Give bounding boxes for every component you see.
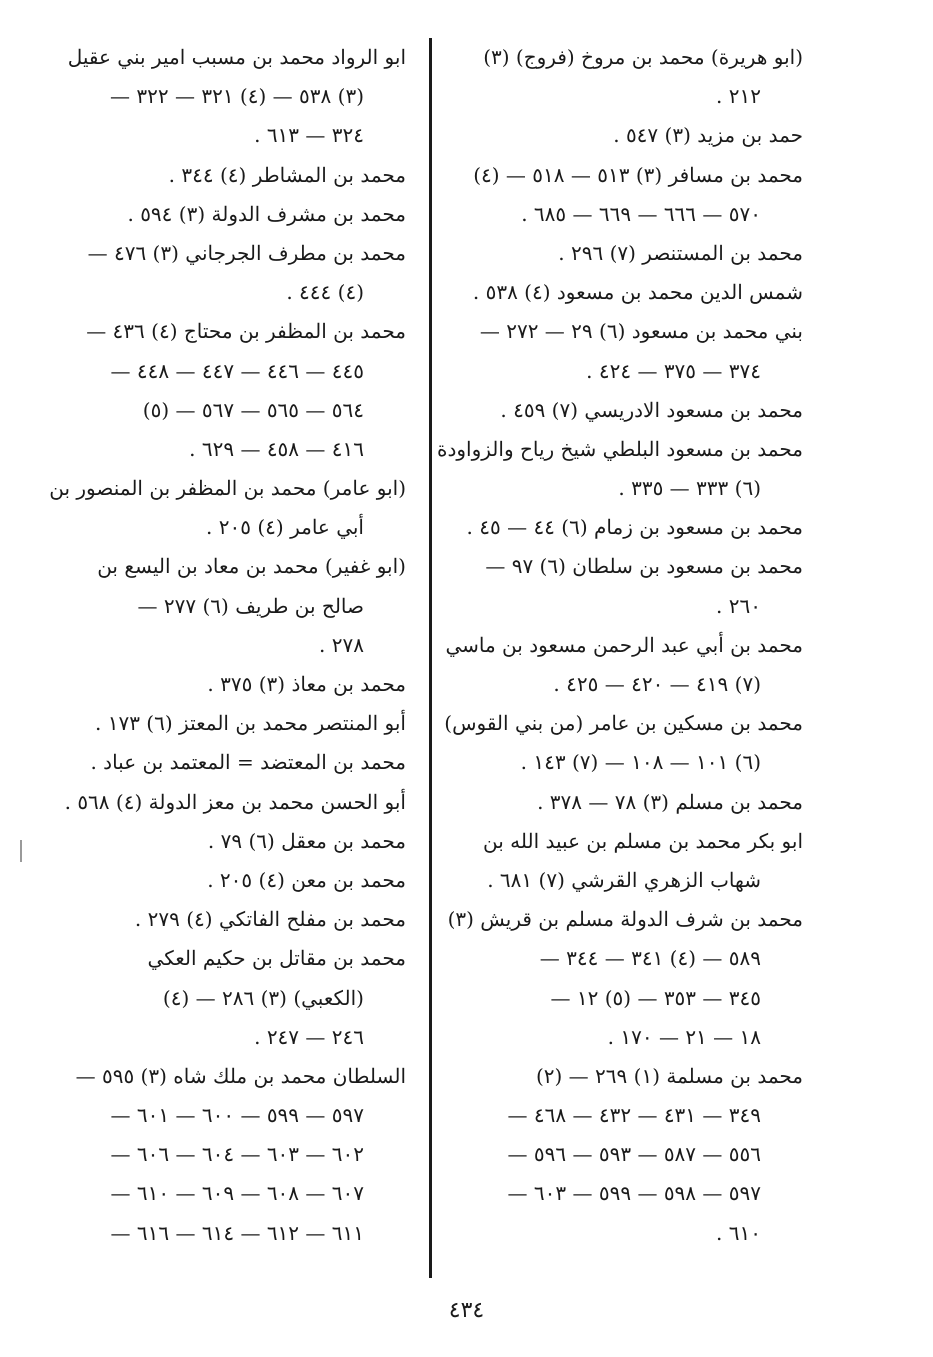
index-entry xyxy=(458,156,803,234)
index-entry xyxy=(56,939,406,1057)
entry-line: محمد بن المظفر بن محتاج (٤) ٤٣٦ — xyxy=(86,319,406,344)
entry-continuation-line: (الكعبي) (٣) ٢٨٦ — (٤) xyxy=(162,985,364,1010)
entry-continuation-line: (٣) ٥٣٨ — (٤) ٣٢١ — ٣٢٢ — xyxy=(110,84,364,109)
entry-line: أبو المنتصر محمد بن المعتز (٦) ١٧٣ . xyxy=(95,711,406,736)
entry-line: محمد بن مسلمة (١) ٢٦٩ — (٢) xyxy=(535,1063,803,1088)
right-column xyxy=(437,38,803,1278)
index-entry xyxy=(458,822,803,900)
entry-continuation-line: ٦٠٢ — ٦٠٣ — ٦٠٤ — ٦٠٦ — xyxy=(110,1142,364,1167)
entry-line: محمد بن مسعود بن سلطان (٦) ٩٧ — xyxy=(485,554,803,579)
index-entry xyxy=(56,156,406,195)
index-entry xyxy=(458,508,803,547)
entry-continuation-line: ٢٧٨ . xyxy=(319,632,364,657)
entry-continuation-line: ٦١١ — ٦١٢ — ٦١٤ — ٦١٦ — xyxy=(110,1220,364,1245)
index-entry xyxy=(458,391,803,430)
index-entry xyxy=(56,743,406,782)
entry-line: محمد بن مشرف الدولة (٣) ٥٩٤ . xyxy=(127,201,406,226)
entry-line: محمد بن معاذ (٣) ٣٧٥ . xyxy=(207,672,406,696)
entry-line: (ابو عامر) محمد بن المظفر بن المنصور بن xyxy=(49,476,406,501)
entry-line: بني محمد بن مسعود (٦) ٢٩ — ٢٧٢ — xyxy=(479,319,803,344)
entry-continuation-line: ٥٥٦ — ٥٨٧ — ٥٩٣ — ٥٩٦ — xyxy=(507,1142,761,1167)
entry-continuation-line: ٥٧٠ — ٦٦٦ — ٦٦٩ — ٦٨٥ . xyxy=(521,201,761,226)
left-column xyxy=(49,38,406,1278)
entry-line: محمد بن المستنصر (٧) ٢٩٦ . xyxy=(558,240,803,265)
index-entry xyxy=(444,704,803,782)
index-entry xyxy=(56,665,406,704)
index-entry xyxy=(458,38,803,116)
index-entry xyxy=(56,195,406,234)
entry-line: محمد بن مسعود بن زمام (٦) ٤٤ — ٤٥ . xyxy=(466,515,803,540)
entry-continuation-line: ٥٨٩ — (٤) ٣٤١ — ٣٤٤ — xyxy=(539,946,761,971)
entry-line: (ابو غفير) محمد بن معاد بن اليسع بن xyxy=(97,554,406,579)
margin-mark xyxy=(20,840,22,862)
entry-continuation-line: ٦٠٧ — ٦٠٨ — ٦٠٩ — ٦١٠ — xyxy=(110,1181,364,1206)
index-entry xyxy=(458,312,803,390)
index-entry xyxy=(458,234,803,273)
entry-continuation-line: ٣٤٥ — ٣٥٣ — (٥) ١٢ — xyxy=(550,985,761,1010)
entry-line: محمد بن مسكين بن عامر (من بني القوس) xyxy=(444,711,803,736)
entry-continuation-line: (٤) ٤٤٤ . xyxy=(286,280,364,305)
entry-line: محمد بن مسافر (٣) ٥١٣ — ٥١٨ — (٤) xyxy=(473,162,803,187)
entry-continuation-line: أبي عامر (٤) ٢٠٥ . xyxy=(206,515,364,540)
entry-line: محمد بن معقل (٦) ٧٩ . xyxy=(207,828,406,853)
entry-continuation-line: ٣٤٩ — ٤٣١ — ٤٣٢ — ٤٦٨ — xyxy=(507,1103,761,1128)
entry-line: محمد بن مسعود البلطي شيخ رياح والزواودة xyxy=(437,436,803,461)
entry-line: (ابو هريرة) محمد بن مروخ (فروج) (٣) xyxy=(483,45,803,69)
entry-line: محمد بن المشاطر (٤) ٣٤٤ . xyxy=(168,162,406,187)
page-number: ٤٣٤ xyxy=(448,1298,485,1323)
index-entry xyxy=(56,861,406,900)
index-entry xyxy=(56,822,406,861)
entry-continuation-line: ٤١٦ — ٤٥٨ — ٦٢٩ . xyxy=(189,436,364,461)
entry-continuation-line: ٢١٢ . xyxy=(716,84,761,109)
index-entry xyxy=(458,273,803,312)
entry-continuation-line: ٢٦٠ . xyxy=(716,593,761,618)
entry-continuation-line: ٢٤٦ — ٢٤٧ . xyxy=(254,1024,364,1049)
index-entry xyxy=(458,783,803,822)
entry-line: محمد بن المعتضد = المعتمد بن عباد . xyxy=(90,750,406,775)
entry-continuation-line: (٦) ١٠١ — ١٠٨ — (٧) ١٤٣ . xyxy=(520,750,761,775)
entry-line: حمد بن مزيد (٣) ٥٤٧ . xyxy=(613,123,803,148)
index-entry xyxy=(437,430,803,508)
entry-continuation-line: ٣٢٤ — ٦١٣ . xyxy=(254,123,364,148)
entry-line: محمد بن شرف الدولة مسلم بن قريش (٣) xyxy=(447,907,803,932)
index-entry xyxy=(458,547,803,625)
entry-continuation-line: صالح بن طريف (٦) ٢٧٧ — xyxy=(137,593,364,618)
entry-line: محمد بن معن (٤) ٢٠٥ . xyxy=(207,867,406,892)
entry-line: أبو الحسن محمد بن معز الدولة (٤) ٥٦٨ . xyxy=(64,789,406,814)
index-entry xyxy=(56,704,406,743)
entry-continuation-line: ٥٩٧ — ٥٩٨ — ٥٩٩ — ٦٠٣ — xyxy=(507,1181,761,1206)
entry-continuation-line: ٦١٠ . xyxy=(716,1220,761,1245)
index-entry xyxy=(56,547,406,665)
index-entry xyxy=(56,312,406,469)
entry-continuation-line: (٧) ٤١٩ — ٤٢٠ — ٤٢٥ . xyxy=(553,672,761,696)
entry-line: السلطان محمد بن ملك شاه (٣) ٥٩٥ — xyxy=(75,1063,406,1088)
index-entry xyxy=(445,626,803,704)
entry-continuation-line: ١٨ — ٢١ — ١٧٠ . xyxy=(607,1024,761,1049)
index-entry xyxy=(458,116,803,155)
entry-continuation-line: ٣٧٤ — ٣٧٥ — ٤٢٤ . xyxy=(586,358,761,383)
entry-line: محمد بن مقاتل بن حكيم العكي xyxy=(147,946,406,971)
index-entry xyxy=(56,234,406,312)
entry-line: شمس الدين محمد بن مسعود (٤) ٥٣٨ . xyxy=(472,280,803,305)
entry-continuation-line: ٥٦٤ — ٥٦٥ — ٥٦٧ — (٥) xyxy=(142,397,364,422)
column-divider xyxy=(429,38,432,1278)
index-entry xyxy=(458,1057,803,1253)
entry-line: ابو بكر محمد بن مسلم بن عبيد الله بن xyxy=(483,828,803,853)
entry-continuation-line: (٦) ٣٣٣ — ٣٣٥ . xyxy=(618,476,761,501)
index-entry xyxy=(56,783,406,822)
index-entry xyxy=(56,900,406,939)
entry-line: محمد بن مسعود الادريسي (٧) ٤٥٩ . xyxy=(500,397,803,422)
entry-line: ابو الرواد محمد بن مسبب امير بني عقيل xyxy=(67,45,406,69)
entry-line: محمد بن أبي عبد الرحمن مسعود بن ماسي xyxy=(445,632,803,657)
index-entry xyxy=(49,469,406,547)
entry-line: محمد بن مسلم (٣) ٧٨ — ٣٧٨ . xyxy=(537,789,803,814)
index-entry xyxy=(56,1057,406,1253)
index-entry xyxy=(56,38,406,156)
entry-line: محمد بن مطرف الجرجاني (٣) ٤٧٦ — xyxy=(87,240,406,265)
entry-line: محمد بن مفلح الفاتكي (٤) ٢٧٩ . xyxy=(134,907,406,932)
entry-continuation-line: شهاب الزهري القرشي (٧) ٦٨١ . xyxy=(487,867,761,892)
entry-continuation-line: ٤٤٥ — ٤٤٦ — ٤٤٧ — ٤٤٨ — xyxy=(110,358,364,383)
index-entry xyxy=(447,900,803,1057)
entry-continuation-line: ٥٩٧ — ٥٩٩ — ٦٠٠ — ٦٠١ — xyxy=(110,1103,364,1128)
